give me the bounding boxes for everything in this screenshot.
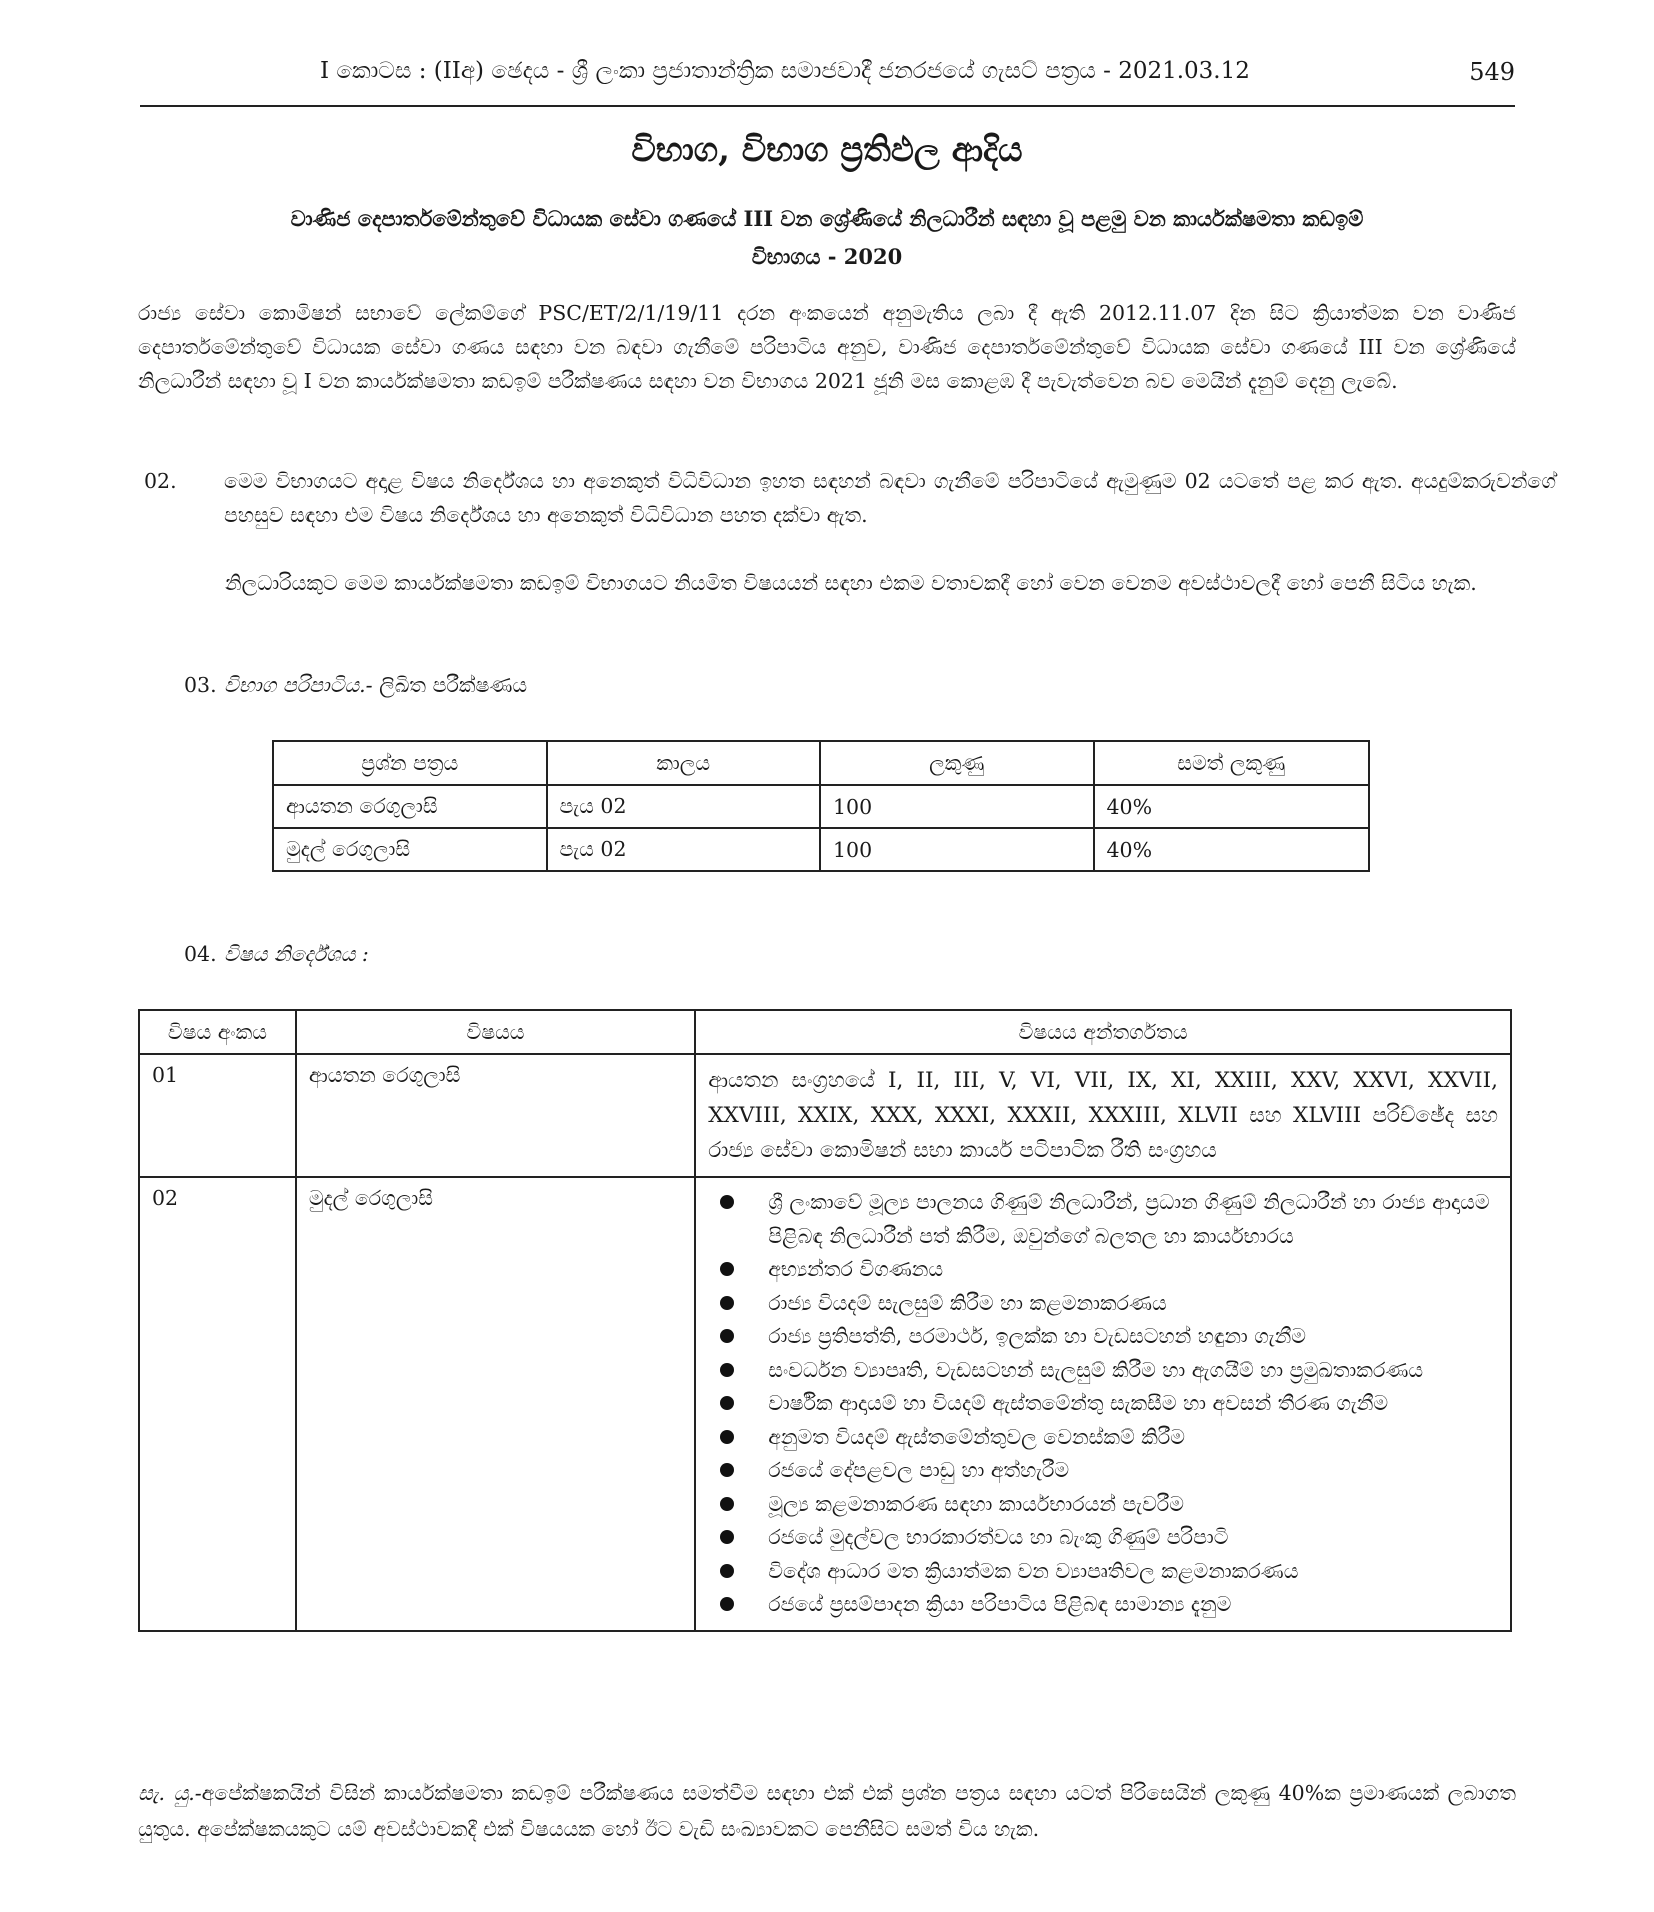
topic-text: රජයේ මුදල්වල භාරකාරත්වය හා බැංකු ගිණුම් පරිපාටි: [768, 1525, 1229, 1549]
section-4-number: 04.: [184, 942, 217, 966]
bullet-icon: [720, 1363, 734, 1377]
section-3-text: ලිඛිත පරීක්ෂණය: [372, 673, 528, 697]
list-item: [708, 1421, 1498, 1455]
cell-paper: මුදල් රෙගුලාසි: [273, 828, 547, 871]
bullet-icon: [720, 1497, 734, 1511]
header-subject: විෂයය: [296, 1010, 695, 1054]
list-item: [708, 1387, 1498, 1421]
section-title: විභාග, විභාග ප්‍රතිඵල ආදිය: [631, 130, 1023, 170]
section-4-heading: [184, 937, 1516, 971]
table-header-row: [139, 1010, 1511, 1054]
topic-text: ශ්‍රී ලංකාවේ මූල්‍ය පාලනය ගිණුම් නිලධාරීන්, ප්‍රධාන ගිණුම් නිලධාරීන් හා රාජ්‍ය ආදායම පිළිබඳ නිලධාරීන් පත් කිරීම, ඔවුන්ගේ බලතල හා කාර්යභාරය: [768, 1190, 1490, 1248]
section-4-label: විෂය නිර්දේශය :: [224, 942, 369, 966]
cell-duration: පැය 02: [547, 828, 820, 871]
header-divider: [140, 105, 1515, 107]
list-item: [708, 1454, 1498, 1488]
bullet-icon: [720, 1262, 734, 1276]
header-pass-marks: සමත් ලකුණු: [1094, 741, 1370, 785]
list-item: [708, 1253, 1498, 1287]
footnote: [138, 1775, 1516, 1847]
cell-pass-marks: 40%: [1094, 785, 1370, 828]
bullet-icon: [720, 1195, 734, 1209]
paragraph-3: නිලධාරියකුට මෙම කාර්යක්ෂමතා කඩඉම් විභාගයට නියමිත විෂයයන් සඳහා එකම වතාවකදී හෝ වෙන වෙනම අවස්ථාවලදී හෝ පෙනී සිටිය හැක.: [225, 571, 1477, 595]
cell-paper: ආයතන රෙගුලාසි: [273, 785, 547, 828]
cell-marks: 100: [820, 828, 1093, 871]
cell-subject: ආයතන රෙගුලාසි: [296, 1054, 695, 1177]
table-row: [139, 1177, 1511, 1631]
footnote-text: අපේක්ෂකයින් විසින් කාර්යක්ෂමතා කඩඉම් පරීක්ෂණය සමත්වීම සඳහා එක් එක් ප්‍රශ්න පත්‍රය සඳහා යටත් පිරිසෙයින් ලකුණු 40%ක ප්‍රමාණයක් ලබාගත යුතුය. අපේක්ෂකයකුට යම් අවස්ථාවකදී එක් විෂයයක හෝ ඊට වැඩි සංඛ්‍යාවකට පෙනීසිට සමත් විය හැක.: [138, 1781, 1516, 1841]
syllabus-table: [138, 1009, 1512, 1632]
cell-duration: පැය 02: [547, 785, 820, 828]
list-item: [708, 1488, 1498, 1522]
topic-text: අනුමත වියදම් ඇස්තමේන්තුවල වෙනස්කම් කිරීම: [768, 1424, 1186, 1449]
topic-text: රාජ්‍ය වියදම් සැලසුම් කිරීම හා කළමනාකරණය: [768, 1290, 1167, 1315]
bullet-icon: [720, 1296, 734, 1310]
list-item: [708, 1588, 1498, 1622]
subtitle-line-2: විභාගය - 2020: [751, 244, 903, 269]
cell-subject-number: 01: [139, 1054, 296, 1177]
bullet-icon: [720, 1329, 734, 1343]
bullet-icon: [720, 1564, 734, 1578]
page-number: 549: [1469, 58, 1515, 86]
footnote-label: සැ. යු.-: [138, 1781, 202, 1805]
topic-text: සංවර්ධන ව්‍යාපෘති, වැඩසටහන් සැලසුම් කිරීම හා ඇගයීම් හා ප්‍රමුඛතාකරණය: [768, 1357, 1424, 1382]
topic-text: රාජ්‍ය ප්‍රතිපත්ති, පරමාර්ථ, ඉලක්ක හා වැඩසටහන් හඳුනා ගැනීම: [768, 1324, 1307, 1348]
section-3-heading: [184, 668, 1516, 702]
paragraph-2-text: මෙම විභාගයට අදාළ විෂය නිර්දේශය හා අනෙකුත් විධිවිධාන ඉහත සඳහන් බඳවා ගැනීමේ පරිපාටියේ ඇමුණුම 02 යටතේ පළ කර ඇත. අයදුම්කරුවන්ගේ පහසුව සඳහා එම විෂය නිර්දේශය හා අනෙකුත් විධිවිධාන පහත දක්වා ඇත.: [224, 469, 1556, 527]
list-item: [708, 1555, 1498, 1589]
bullet-icon: [720, 1597, 734, 1611]
table-row: [139, 1054, 1511, 1177]
table-header-row: [273, 741, 1369, 785]
list-item: [708, 1354, 1498, 1388]
cell-subject: මුදල් රෙගුලාසි: [296, 1177, 695, 1631]
table-row: [273, 828, 1369, 871]
cell-subject-content: [695, 1177, 1511, 1631]
list-item: [708, 1186, 1498, 1253]
header-duration: කාලය: [547, 741, 820, 785]
header-subject-number: විෂය අංකය: [139, 1010, 296, 1054]
cell-subject-content: ආයතන සංග්‍රහයේ I, II, III, V, VI, VII, IX, XI, XXIII, XXV, XXVI, XXVII, XXVIII, XXIX, XXX, XXXI, XXXII, XXXIII, XLVII සහ XLVIII පරිච්ඡේද සහ රාජ්‍ය සේවා කොමිෂන් සභා කාර්ය පටිපාටික රීති සංග්‍රහය: [695, 1054, 1511, 1177]
header-marks: ලකුණු: [820, 741, 1093, 785]
topic-text: විදේශ ආධාර මත ක්‍රියාත්මක වන ව්‍යාපෘතිවල කළමනාකරණය: [768, 1558, 1299, 1583]
topic-text: වාර්ෂික ආදායම් හා වියදම් ඇස්තමේන්තු සැකසීම හා අවසන් තීරණ ගැනීම: [768, 1391, 1389, 1415]
topic-text: රජයේ ප්‍රසම්පාදන ක්‍රියා පරිපාටිය පිළිබඳ සාමාන්‍ය දැනුම: [768, 1592, 1232, 1616]
section-3-label: විභාග පරිපාටිය.-: [224, 673, 373, 697]
header-title: I කොටස : (IIඅ) ඡෙදය - ශ්‍රී ලංකා ප්‍රජාතාන්ත්‍රික සමාජවාදී ජනරජයේ ගැසට් පත්‍රය - 2021.03.12: [320, 58, 1250, 84]
topic-text: අභ්‍යන්තර විගණනය: [768, 1257, 944, 1281]
list-item: [708, 1320, 1498, 1354]
header-question-paper: ප්‍රශ්න පත්‍රය: [273, 741, 547, 785]
paragraph-2: [144, 464, 1556, 532]
bullet-icon: [720, 1463, 734, 1477]
topic-list: [708, 1186, 1498, 1622]
cell-pass-marks: 40%: [1094, 828, 1370, 871]
paragraph-2-number: 02.: [144, 469, 177, 493]
bullet-icon: [720, 1396, 734, 1410]
table-row: [273, 785, 1369, 828]
notice-subtitle: [170, 200, 1484, 276]
cell-subject-number: 02: [139, 1177, 296, 1631]
cell-marks: 100: [820, 785, 1093, 828]
bullet-icon: [720, 1430, 734, 1444]
list-item: [708, 1521, 1498, 1555]
paragraph-1: රාජ්‍ය සේවා කොමිෂන් සභාවේ ලේකම්ගේ PSC/ET/2/1/19/11 දරන අංකයෙන් අනුමැතිය ලබා දී ඇති 2012.11.07 දින සිට ක්‍රියාත්මක වන වාණිජ දෙපාර්තමේන්තුවේ විධායක සේවා ගණය සඳහා වන බඳවා ගැනීමේ පරිපාටිය අනුව, වාණිජ දෙපාර්තමේන්තුවේ විධායක සේවා ගණයේ III වන ශ්‍රේණියේ නිලධාරීන් සඳහා වූ I වන කාර්යක්ෂමතා කඩඉම් පරීක්ෂණය සඳහා වන විභාගය 2021 ජූනි මස කොළඹ දී පැවැත්වෙන බව මෙයින් දැනුම් දෙනු ලැබේ.: [138, 301, 1516, 393]
page-header: [140, 58, 1515, 108]
topic-text: රජයේ දේපළවල පාඩු හා අත්හැරීම: [768, 1458, 1070, 1482]
header-subject-content: විෂයය අන්තර්ගතය: [695, 1010, 1511, 1054]
bullet-icon: [720, 1530, 734, 1544]
subtitle-line-1: වාණිජ දෙපාර්තමේන්තුවේ විධායක සේවා ගණයේ III වන ශ්‍රේණියේ නිලධාරීන් සඳහා වූ පළමු වන කාර්යක්ෂමතා කඩඉම්: [290, 206, 1364, 231]
topic-text: මූල්‍ය කළමනාකරණ සඳහා කාර්යභාරයන් පැවරීම: [768, 1491, 1184, 1516]
exam-schedule-table: [272, 740, 1370, 872]
section-3-number: 03.: [184, 673, 217, 697]
list-item: [708, 1287, 1498, 1321]
